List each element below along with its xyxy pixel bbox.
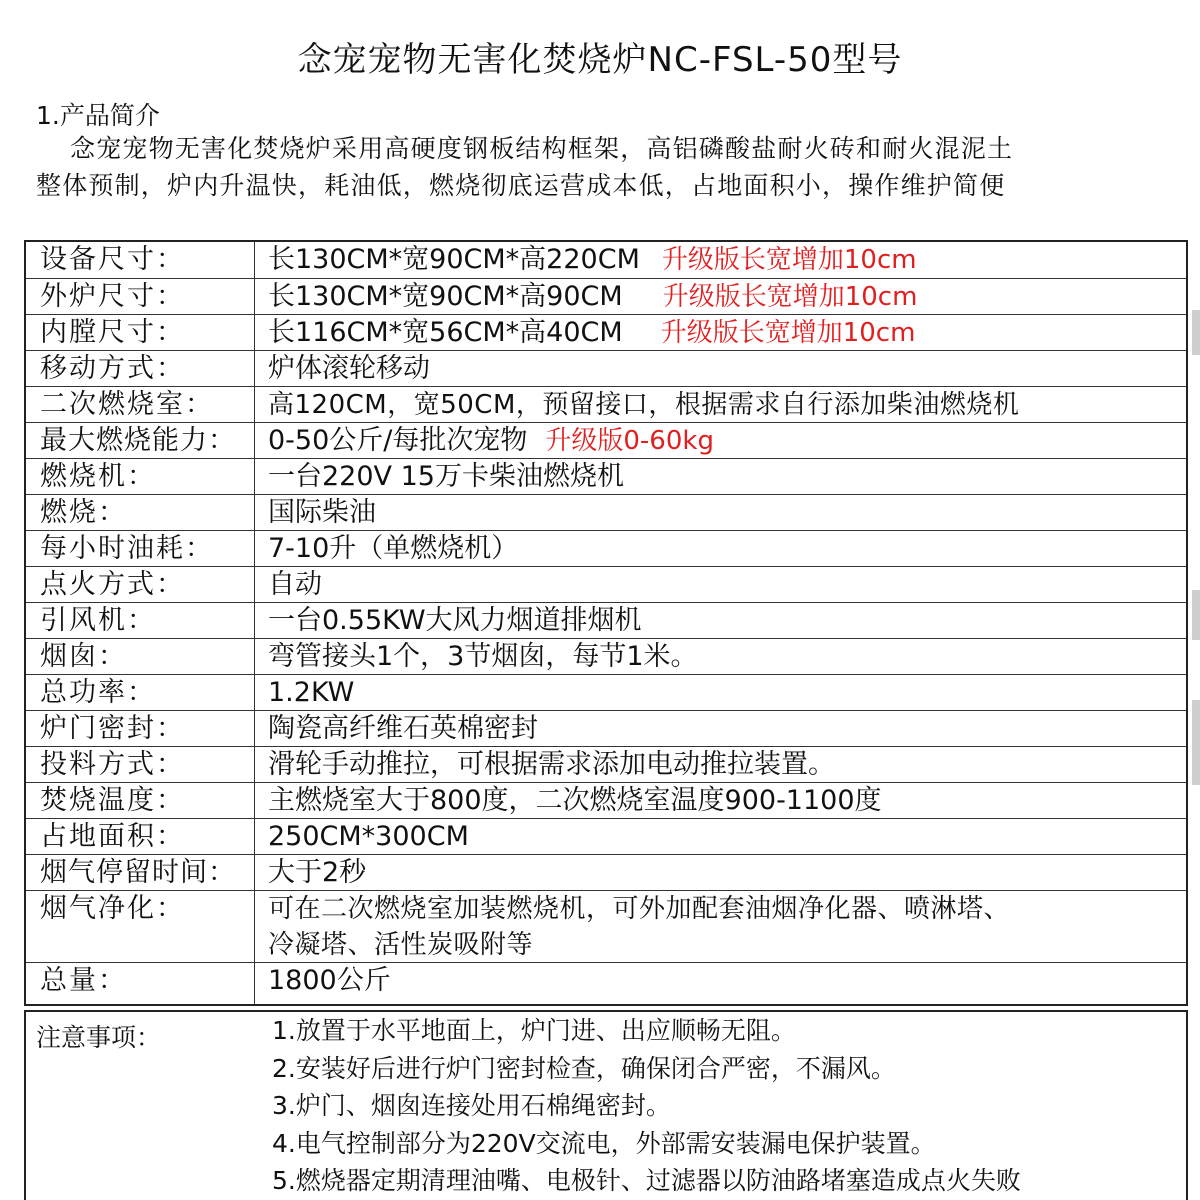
- spec-label: 外炉尺寸：: [40, 281, 185, 312]
- spec-row-ignition: [26, 567, 1186, 603]
- note-item: 4.电气控制部分为220V交流电，外部需安装漏电保护装置。: [272, 1128, 936, 1158]
- spec-label: 烟囱：: [40, 641, 127, 672]
- spec-label: 烟气停留时间：: [40, 857, 236, 888]
- spec-row-door-seal: [26, 711, 1186, 747]
- spec-label: 焚烧温度：: [40, 785, 185, 816]
- edge-artifact: [1192, 700, 1200, 785]
- spec-value: 长130CM*宽90CM*高220CM 升级版长宽增加10cm: [268, 244, 917, 275]
- spec-value: 1800公斤: [268, 965, 391, 996]
- spec-value: 1.2KW: [268, 677, 355, 708]
- spec-row-power: [26, 675, 1186, 711]
- spec-row-fuel: [26, 495, 1186, 531]
- upgrade-note: 升级版0-60kg: [545, 426, 714, 456]
- spec-label: 总量：: [40, 965, 127, 996]
- spec-row-weight: [26, 963, 1186, 1004]
- spec-value: 长130CM*宽90CM*高90CM 升级版长宽增加10cm: [268, 281, 918, 312]
- spec-value: 250CM*300CM: [268, 821, 469, 852]
- spec-label: 点火方式：: [40, 569, 185, 600]
- spec-value: 自动: [268, 569, 322, 600]
- note-item: 5.燃烧器定期清理油嘴、电极针、过滤器以防油路堵塞造成点火失败: [272, 1166, 1021, 1195]
- spec-row-gas-cleaning: [26, 891, 1186, 963]
- spec-value: 主燃烧室大于800度，二次燃烧室温度900-1100度: [268, 785, 882, 816]
- spec-row-burner: [26, 459, 1186, 495]
- spec-label: 投料方式：: [40, 749, 185, 780]
- notes-list: [272, 1012, 1182, 1200]
- spec-row-chimney: [26, 639, 1186, 675]
- spec-value: 高120CM，宽50CM，预留接口，根据需求自行添加柴油燃烧机: [268, 390, 1020, 420]
- upgrade-note: 升级版长宽增加10cm: [660, 318, 916, 348]
- spec-label: 二次燃烧室：: [40, 389, 214, 420]
- spec-value: 大于2秒: [268, 857, 367, 888]
- intro-line-2: 整体预制，炉内升温快，耗油低，燃烧彻底运营成本低，占地面积小，操作维护简便: [36, 171, 1006, 200]
- spec-row-inner-size: [26, 315, 1186, 351]
- product-intro: [36, 130, 1186, 204]
- spec-value: 国际柴油: [268, 497, 376, 528]
- spec-label: 移动方式：: [40, 353, 185, 384]
- spec-value: 长116CM*宽56CM*高40CM 升级版长宽增加10cm: [268, 317, 916, 348]
- spec-label: 占地面积：: [40, 821, 185, 852]
- spec-value: 0-50公斤/每批次宠物 升级版0-60kg: [268, 425, 714, 456]
- spec-row-mobility: [26, 351, 1186, 387]
- spec-value: 一台0.55KW大风力烟道排烟机: [268, 605, 642, 636]
- spec-row-secondary-chamber: [26, 387, 1186, 423]
- intro-line-1: 念宠宠物无害化焚烧炉采用高硬度钢板结构框架，高铝磷酸盐耐火砖和耐火混泥土: [70, 134, 1014, 163]
- spec-row-temperature: [26, 783, 1186, 819]
- intro-heading: 1.产品简介: [36, 101, 160, 130]
- spec-label: 设备尺寸：: [40, 244, 185, 275]
- spec-label: 每小时油耗：: [40, 533, 214, 564]
- spec-row-loading: [26, 747, 1186, 783]
- spec-label: 引风机：: [40, 605, 156, 636]
- spec-value: 一台220V 15万卡柴油燃烧机: [268, 461, 624, 492]
- spec-label: 燃烧：: [40, 497, 127, 528]
- spec-row-gas-residence: [26, 855, 1186, 891]
- upgrade-note: 升级版长宽增加10cm: [661, 245, 917, 275]
- spec-row-fan: [26, 603, 1186, 639]
- spec-row-size: [26, 242, 1186, 279]
- note-item: 3.炉门、烟囱连接处用石棉绳密封。: [272, 1091, 671, 1120]
- notes-label: 注意事项：: [36, 1023, 162, 1052]
- spec-table: [24, 240, 1188, 1006]
- page-title: 念宠宠物无害化焚烧炉NC-FSL-50型号: [297, 40, 903, 80]
- spec-value: 可在二次燃烧室加装燃烧机，可外加配套油烟净化器、喷淋塔、 冷凝塔、活性炭吸附等: [268, 894, 1011, 960]
- spec-label: 烟气净化：: [40, 893, 185, 924]
- note-item: 1.放置于水平地面上，炉门进、出应顺畅无阻。: [272, 1016, 796, 1045]
- edge-artifact: [1192, 590, 1200, 640]
- upgrade-note: 升级版长宽增加10cm: [662, 282, 918, 312]
- spec-label: 总功率：: [40, 677, 156, 708]
- spec-value: 陶瓷高纤维石英棉密封: [268, 713, 538, 744]
- spec-value: 弯管接头1个，3节烟囱，每节1米。: [268, 641, 698, 672]
- spec-row-fuel-consumption: [26, 531, 1186, 567]
- spec-value: 7-10升（单燃烧机）: [268, 533, 519, 564]
- spec-row-footprint: [26, 819, 1186, 855]
- edge-artifact: [1192, 310, 1200, 355]
- notes-section: [24, 1010, 1188, 1200]
- spec-label: 炉门密封：: [40, 713, 185, 744]
- spec-row-outer-size: [26, 279, 1186, 315]
- spec-value: 炉体滚轮移动: [268, 353, 430, 384]
- note-item: 2.安装好后进行炉门密封检查，确保闭合严密，不漏风。: [272, 1053, 896, 1083]
- spec-label: 内膛尺寸：: [40, 317, 185, 348]
- spec-row-capacity: [26, 423, 1186, 459]
- spec-value: 滑轮手动推拉，可根据需求添加电动推拉装置。: [268, 749, 835, 780]
- spec-label: 最大燃烧能力：: [40, 425, 236, 456]
- spec-label: 燃烧机：: [40, 461, 156, 492]
